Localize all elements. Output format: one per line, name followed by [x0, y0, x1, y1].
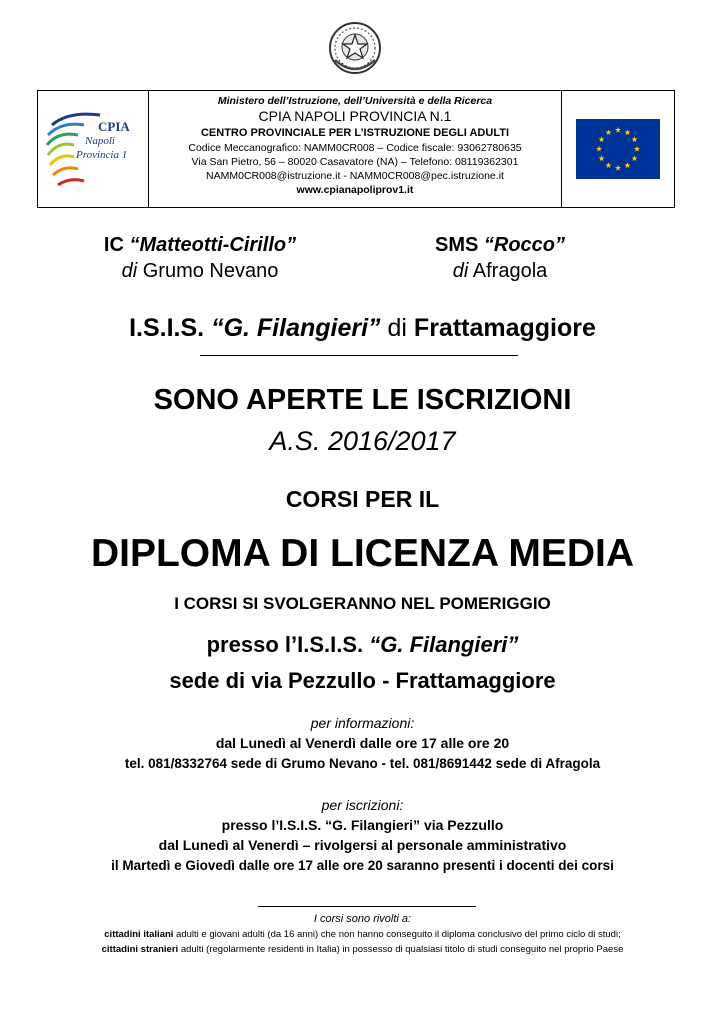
centre-name: CENTRO PROVINCIALE PER L’ISTRUZIONE DEGLI ADULTI	[200, 127, 509, 139]
school-left-city: Grumo Nevano	[142, 260, 279, 282]
footer-separator	[258, 906, 476, 907]
school-right-di: di	[452, 260, 469, 282]
header-box	[37, 90, 675, 208]
school-right-city: Afragola	[472, 260, 548, 282]
address-line: Via San Pietro, 56 – 80020 Casavatore (NA) – Telefono: 08119362301	[191, 156, 519, 168]
codes-line: Codice Meccanografico: NAMM0CR008 – Codice fiscale: 93062780635	[188, 142, 522, 154]
website-link[interactable]: www.cpianapoliprov1.it	[296, 184, 414, 196]
presso-prefix: presso l’I.S.I.S.	[206, 632, 364, 657]
sede-line: sede di via Pezzullo - Frattamaggiore	[169, 668, 556, 693]
courses-for: CORSI PER IL	[285, 486, 440, 512]
header-info	[149, 91, 562, 207]
school-main-name: “G. Filangieri”	[211, 314, 381, 342]
separator-line	[200, 355, 518, 356]
school-main-di: di	[387, 314, 407, 342]
footer-italians-rest: adulti e giovani adulti (da 16 anni) che non hanno conseguito il diploma conclusivo del primo ciclo di studi;	[173, 929, 621, 940]
school-left-name: “Matteotti-Cirillo”	[129, 234, 297, 256]
school-year: A.S. 2016/2017	[269, 426, 456, 456]
footer-foreigners-bold: cittadini stranieri	[101, 944, 179, 955]
info-phones: tel. 081/8332764 sede di Grumo Nevano - tel. 081/8691442 sede di Afragola	[124, 756, 601, 771]
enrol-line-2: dal Lunedì al Venerdì – rivolgersi al personale amministrativo	[158, 837, 567, 853]
logo-cpia-text: CPIA	[98, 119, 130, 134]
school-left	[80, 232, 320, 284]
enrol-line-3: il Martedì e Giovedì dalle ore 17 alle ore 20 saranno presenti i docenti dei corsi	[111, 858, 614, 873]
footer-foreigners-rest: adulti (regolarmente residenti in Italia) in possesso di qualsiasi titolo di studi conseguito nel proprio Paese	[178, 944, 624, 955]
school-right	[400, 232, 600, 284]
cpia-logo	[38, 91, 149, 207]
presso-name: “G. Filangieri”	[369, 632, 519, 657]
school-main-city: Frattamaggiore	[413, 314, 596, 342]
enrolment-title: SONO APERTE LE ISCRIZIONI	[153, 384, 572, 416]
footer-italians-bold: cittadini italiani	[104, 929, 174, 940]
footer-foreigners	[0, 943, 725, 957]
eu-flag-cell	[562, 91, 674, 207]
afternoon-notice: I CORSI SI SVOLGERANNO NEL POMERIGGIO	[174, 594, 551, 613]
footer-label: I corsi sono rivolti a:	[313, 913, 412, 925]
logo-napoli-text: Napoli	[85, 135, 115, 147]
enrol-label: per iscrizioni:	[321, 797, 404, 813]
school-left-prefix: IC	[103, 234, 124, 256]
diploma-title: DIPLOMA DI LICENZA MEDIA	[90, 532, 635, 575]
school-left-di: di	[121, 260, 138, 282]
info-days: dal Lunedì al Venerdì dalle ore 17 alle ore 20	[215, 735, 510, 751]
school-right-prefix: SMS	[434, 234, 479, 256]
school-main	[0, 312, 725, 344]
school-main-prefix: I.S.I.S.	[129, 314, 205, 342]
ministry-name: Ministero dell’Istruzione, dell’Università e della Ricerca	[217, 95, 493, 107]
footer-italians	[0, 928, 725, 942]
eu-flag-icon	[576, 119, 660, 179]
enrol-line-1: presso l’I.S.I.S. “G. Filangieri” via Pezzullo	[221, 817, 504, 833]
school-right-name: “Rocco”	[483, 234, 566, 256]
presso-line	[0, 630, 725, 660]
logo-provincia-text: Provincia 1	[76, 149, 128, 161]
cpia-name: CPIA NAPOLI PROVINCIA N.1	[258, 108, 452, 124]
italian-republic-emblem-icon	[327, 20, 383, 76]
emails-line: NAMM0CR008@istruzione.it - NAMM0CR008@pec.istruzione.it	[206, 170, 504, 182]
info-label: per informazioni:	[310, 715, 415, 731]
